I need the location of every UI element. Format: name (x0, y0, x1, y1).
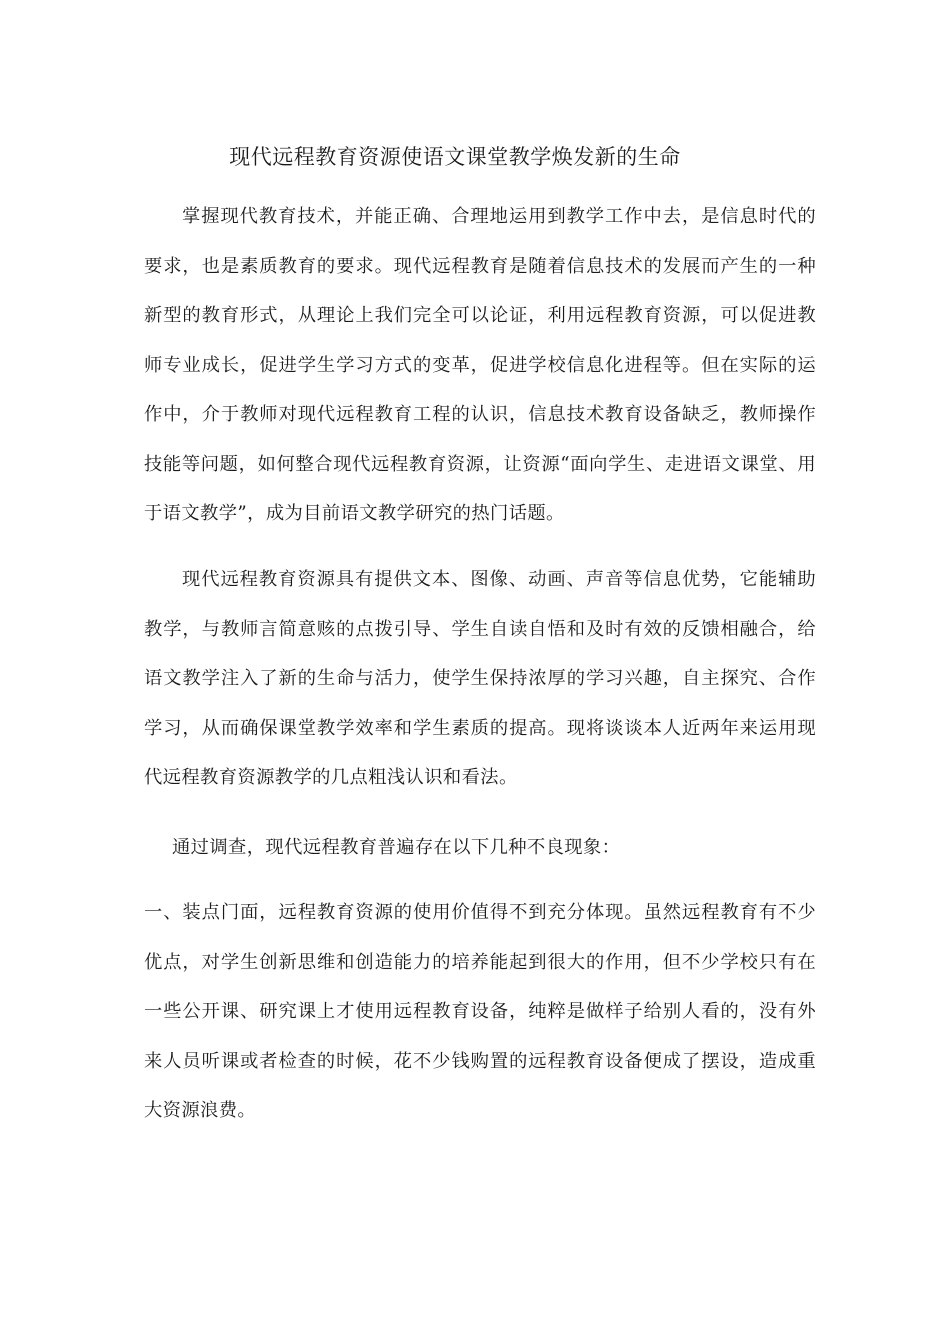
paragraph-resource-advantages: 现代远程教育资源具有提供文本、图像、动画、声音等信息优势，它能辅助教学，与教师言简意赅的点拨引导、学生自读自悟和及时有效的反馈相融合，给语文教学注入了新的生命与活力，使学生保持浓厚的学习兴趣，自主探究、合作学习，从而确保课堂教学效率和学生素质的提高。现将谈谈本人近两年来运用现代远程教育资源教学的几点粗浅认识和看法。 (144, 569, 816, 788)
document-title: 现代远程教育资源使语文课堂教学焕发新的生命 (229, 145, 681, 169)
paragraph-intro: 掌握现代教育技术，并能正确、合理地运用到教学工作中去，是信息时代的要求，也是素质教育的要求。现代远程教育是随着信息技术的发展而产生的一种新型的教育形式，从理论上我们完全可以论证，利用远程教育资源，可以促进教师专业成长，促进学生学习方式的变革，促进学校信息化进程等。但在实际的运作中，介于教师对现代远程教育工程的认识，信息技术教育设备缺乏，教师操作技能等问题，如何整合现代远程教育资源，让资源“面向学生、走进语文课堂、用于语文教学”，成为目前语文教学研究的热门话题。 (144, 206, 816, 524)
paragraph-survey-lead: 通过调查，现代远程教育普遍存在以下几种不良现象： (172, 837, 621, 858)
paragraph-problem-one: 一、装点门面，远程教育资源的使用价值得不到充分体现。虽然远程教育有不少优点，对学生创新思维和创造能力的培养能起到很大的作用，但不少学校只有在一些公开课、研究课上才使用远程教育设备，纯粹是做样子给别人看的，没有外来人员听课或者检查的时候，花不少钱购置的远程教育设备便成了摆设，造成重大资源浪费。 (144, 902, 816, 1121)
